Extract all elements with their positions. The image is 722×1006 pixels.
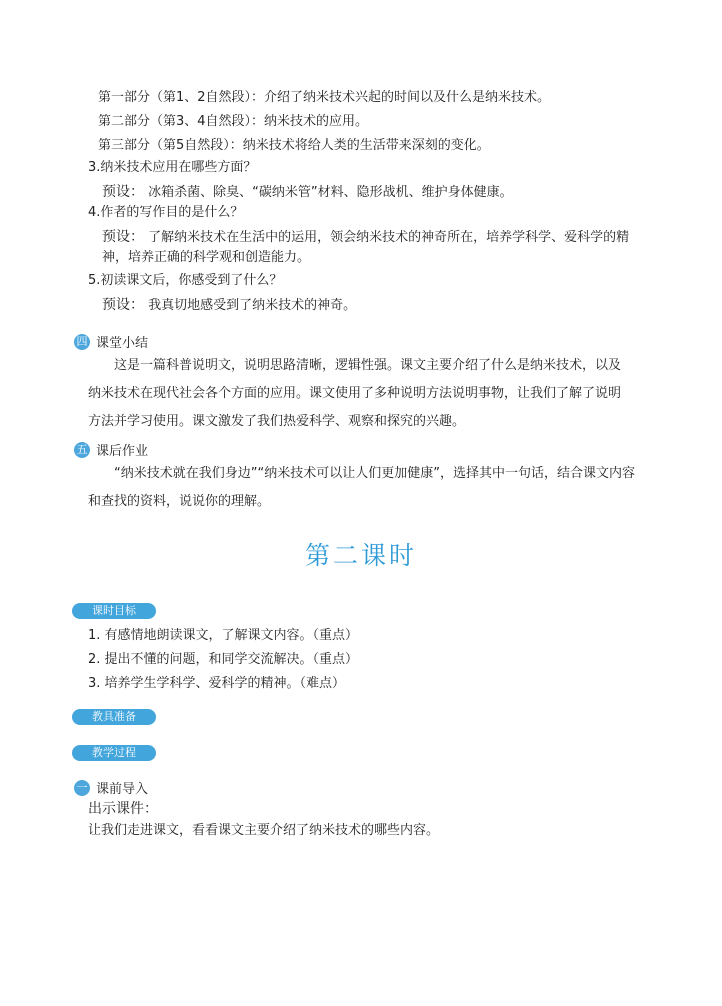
summary-paragraph <box>88 352 621 436</box>
goal-item: 2. 提出不懂的问题，和同学交流解决。（重点） <box>88 652 359 667</box>
summary-line: 纳米技术在现代社会各个方面的应用。课文使用了多种说明方法说明事物，让我们了解了说明 <box>88 386 622 401</box>
answer-label: 预设： <box>102 297 144 313</box>
intro-heading <box>74 778 148 797</box>
homework-line: 和查找的资料，说说你的理解。 <box>88 494 271 509</box>
question-4: 4.作者的写作目的是什么？ <box>88 205 244 220</box>
answer-text: 了解纳米技术在生活中的运用，领会纳米技术的神奇所在，培养学科学、爱科学的精 <box>148 230 630 245</box>
summary-line: 这是一篇科普说明文，说明思路清晰，逻辑性强。课文主要介绍了什么是纳米技术，以及 <box>114 358 622 373</box>
goal-item: 1. 有感情地朗读课文，了解课文内容。（重点） <box>88 628 359 643</box>
answer-label: 预设： <box>102 184 144 200</box>
part3-text: 第三部分（第5自然段）：纳米技术将给人类的生活带来深刻的变化。 <box>98 138 490 153</box>
goal-item: 3. 培养学生学科学、爱科学的精神。（难点） <box>88 676 346 691</box>
intro-text: 让我们走进课文，看看课文主要介绍了纳米技术的哪些内容。 <box>88 823 440 838</box>
answer-text: 我真切地感受到了纳米技术的神奇。 <box>148 298 357 313</box>
summary-heading <box>74 332 148 351</box>
answer-label: 预设： <box>102 229 144 245</box>
section-title: 课前导入 <box>96 782 149 797</box>
homework-paragraph <box>88 460 635 516</box>
section-title: 课堂小结 <box>96 336 149 351</box>
answer-text: 冰箱杀菌、除臭、“碳纳米管”材料、隐形战机、维护身体健康。 <box>148 185 513 200</box>
homework-line: “纳米技术就在我们身边”“纳米技术可以让人们更加健康”，选择其中一句话，结合课文内容 <box>114 466 635 481</box>
section-title: 课后作业 <box>96 444 149 459</box>
section-number-badge: 一 <box>74 780 90 796</box>
section-number-badge: 四 <box>74 334 90 350</box>
part1-text: 第一部分（第1、2自然段）：介绍了纳米技术兴起的时间以及什么是纳米技术。 <box>98 90 551 105</box>
question-3: 3.纳米技术应用在哪些方面？ <box>88 160 257 175</box>
summary-line: 方法并学习使用。课文激发了我们热爱科学、观察和探究的兴趣。 <box>88 414 466 429</box>
answer-3 <box>102 184 513 201</box>
question-5: 5.初读课文后，你感受到了什么？ <box>88 273 283 288</box>
process-pill: 教学过程 <box>72 745 156 761</box>
answer-4-continued: 神，培养正确的科学观和创造能力。 <box>102 250 311 265</box>
part2-text: 第二部分（第3、4自然段）：纳米技术的应用。 <box>98 114 369 129</box>
answer-5 <box>102 297 356 314</box>
prep-pill: 教具准备 <box>72 709 156 725</box>
homework-heading <box>74 440 148 459</box>
goals-pill: 课时目标 <box>72 603 156 619</box>
show-courseware-label: 出示课件： <box>88 801 158 817</box>
lesson-title: 第二课时 <box>304 541 417 570</box>
section-number-badge: 五 <box>74 442 90 458</box>
answer-4 <box>102 229 629 246</box>
